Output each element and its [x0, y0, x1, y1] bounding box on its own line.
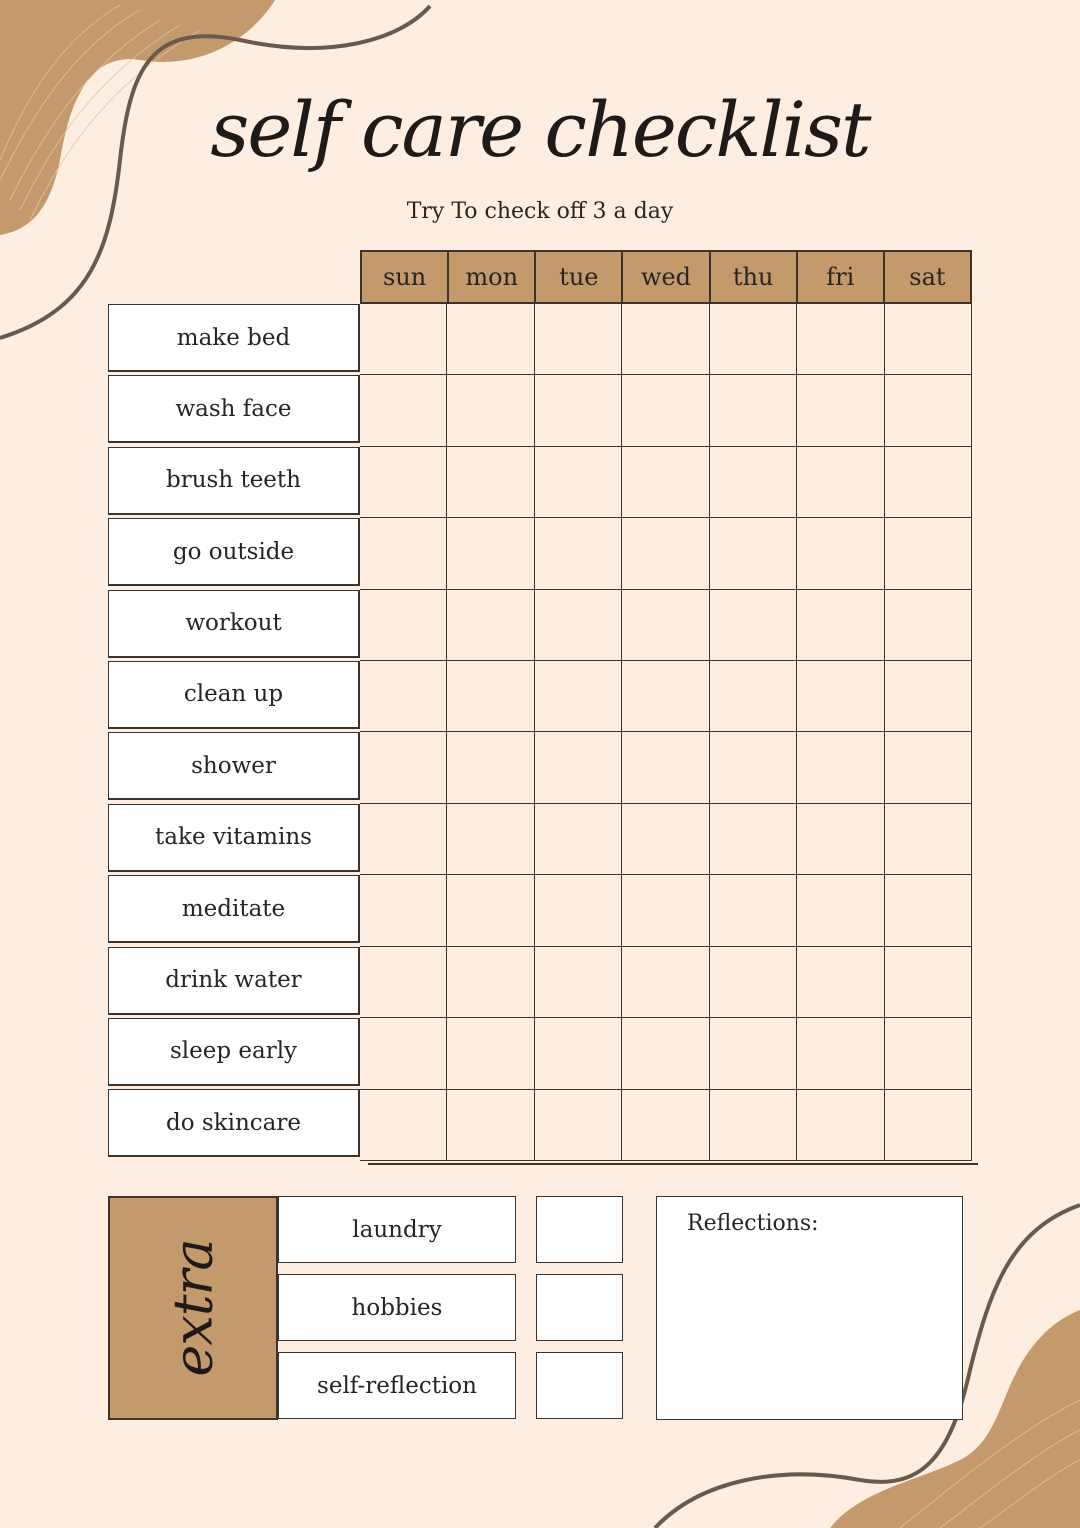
- check-cell-thu[interactable]: [710, 590, 797, 661]
- check-cell-sun[interactable]: [360, 590, 447, 661]
- check-cell-sun[interactable]: [360, 1018, 447, 1089]
- task-label: clean up: [108, 661, 360, 729]
- check-cell-fri[interactable]: [797, 804, 884, 875]
- check-cell-wed[interactable]: [622, 590, 709, 661]
- check-cell-thu[interactable]: [710, 304, 797, 375]
- check-cell-tue[interactable]: [535, 732, 622, 803]
- check-cell-fri[interactable]: [797, 875, 884, 946]
- check-cell-sun[interactable]: [360, 518, 447, 589]
- check-cell-mon[interactable]: [447, 447, 534, 518]
- check-cell-tue[interactable]: [535, 804, 622, 875]
- check-cell-tue[interactable]: [535, 375, 622, 446]
- check-cell-wed[interactable]: [622, 447, 709, 518]
- check-cell-thu[interactable]: [710, 947, 797, 1018]
- check-cell-thu[interactable]: [710, 447, 797, 518]
- check-cell-thu[interactable]: [710, 375, 797, 446]
- check-cell-thu[interactable]: [710, 661, 797, 732]
- check-cell-mon[interactable]: [447, 518, 534, 589]
- check-cell-sat[interactable]: [885, 1018, 972, 1089]
- check-cell-thu[interactable]: [710, 1018, 797, 1089]
- check-cell-fri[interactable]: [797, 661, 884, 732]
- check-cell-sat[interactable]: [885, 947, 972, 1018]
- check-cell-sat[interactable]: [885, 375, 972, 446]
- check-cell-wed[interactable]: [622, 732, 709, 803]
- check-cell-sun[interactable]: [360, 304, 447, 375]
- page-subtitle: Try To check off 3 a day: [406, 199, 674, 224]
- day-header-thu: thu: [711, 252, 798, 302]
- task-label: drink water: [108, 947, 360, 1015]
- check-cell-wed[interactable]: [622, 1018, 709, 1089]
- task-label: brush teeth: [108, 447, 360, 515]
- check-cell-sun[interactable]: [360, 375, 447, 446]
- check-cell-mon[interactable]: [447, 661, 534, 732]
- extra-item-label: hobbies: [278, 1274, 516, 1341]
- day-header-wed: wed: [623, 252, 710, 302]
- check-cell-sun[interactable]: [360, 661, 447, 732]
- check-cell-sun[interactable]: [360, 1090, 447, 1161]
- task-label: sleep early: [108, 1018, 360, 1086]
- day-header-fri: fri: [798, 252, 885, 302]
- check-cell-sun[interactable]: [360, 804, 447, 875]
- check-cell-sat[interactable]: [885, 661, 972, 732]
- check-cell-tue[interactable]: [535, 661, 622, 732]
- check-cell-fri[interactable]: [797, 375, 884, 446]
- check-cell-wed[interactable]: [622, 1090, 709, 1161]
- check-cell-wed[interactable]: [622, 375, 709, 446]
- check-cell-tue[interactable]: [535, 1090, 622, 1161]
- check-cell-thu[interactable]: [710, 875, 797, 946]
- day-header-row: [360, 250, 972, 304]
- check-cell-wed[interactable]: [622, 518, 709, 589]
- check-cell-mon[interactable]: [447, 375, 534, 446]
- check-cell-fri[interactable]: [797, 732, 884, 803]
- check-cell-mon[interactable]: [447, 1090, 534, 1161]
- task-label: shower: [108, 732, 360, 800]
- check-cell-tue[interactable]: [535, 447, 622, 518]
- day-header-mon: mon: [449, 252, 536, 302]
- check-cell-wed[interactable]: [622, 804, 709, 875]
- check-cell-sat[interactable]: [885, 732, 972, 803]
- task-label: meditate: [108, 875, 360, 943]
- check-cell-sat[interactable]: [885, 518, 972, 589]
- check-cell-thu[interactable]: [710, 732, 797, 803]
- check-cell-tue[interactable]: [535, 590, 622, 661]
- day-header-sat: sat: [885, 252, 970, 302]
- task-label: workout: [108, 590, 360, 658]
- check-cell-fri[interactable]: [797, 590, 884, 661]
- extra-item-label: self-reflection: [278, 1352, 516, 1419]
- task-label: go outside: [108, 518, 360, 586]
- check-cell-thu[interactable]: [710, 518, 797, 589]
- check-cell-sat[interactable]: [885, 1090, 972, 1161]
- page-title: self care checklist: [210, 85, 870, 174]
- check-cell-tue[interactable]: [535, 875, 622, 946]
- check-cell-sat[interactable]: [885, 875, 972, 946]
- checkbox-grid: [360, 304, 972, 1161]
- check-cell-tue[interactable]: [535, 947, 622, 1018]
- check-cell-fri[interactable]: [797, 1090, 884, 1161]
- check-cell-fri[interactable]: [797, 447, 884, 518]
- day-header-tue: tue: [536, 252, 623, 302]
- task-label: take vitamins: [108, 804, 360, 872]
- check-cell-fri[interactable]: [797, 947, 884, 1018]
- check-cell-sun[interactable]: [360, 875, 447, 946]
- grid-bottom-divider: [368, 1163, 978, 1165]
- check-cell-wed[interactable]: [622, 661, 709, 732]
- reflections-box[interactable]: [656, 1196, 963, 1420]
- check-cell-tue[interactable]: [535, 1018, 622, 1089]
- check-cell-mon[interactable]: [447, 590, 534, 661]
- task-label: make bed: [108, 304, 360, 372]
- check-cell-fri[interactable]: [797, 304, 884, 375]
- check-cell-wed[interactable]: [622, 875, 709, 946]
- extra-item-checkbox[interactable]: [536, 1352, 623, 1419]
- extra-item-checkbox[interactable]: [536, 1196, 623, 1263]
- check-cell-sat[interactable]: [885, 447, 972, 518]
- check-cell-mon[interactable]: [447, 804, 534, 875]
- task-list: [108, 304, 360, 1161]
- check-cell-sun[interactable]: [360, 447, 447, 518]
- task-label: do skincare: [108, 1089, 360, 1157]
- reflections-label: Reflections:: [687, 1211, 819, 1236]
- check-cell-thu[interactable]: [710, 804, 797, 875]
- check-cell-sat[interactable]: [885, 304, 972, 375]
- day-header-sun: sun: [362, 252, 449, 302]
- check-cell-tue[interactable]: [535, 304, 622, 375]
- check-cell-mon[interactable]: [447, 732, 534, 803]
- check-cell-mon[interactable]: [447, 1018, 534, 1089]
- check-cell-fri[interactable]: [797, 518, 884, 589]
- check-cell-sun[interactable]: [360, 947, 447, 1018]
- extra-heading-block: [108, 1196, 278, 1420]
- check-cell-sun[interactable]: [360, 732, 447, 803]
- check-cell-mon[interactable]: [447, 875, 534, 946]
- check-cell-mon[interactable]: [447, 304, 534, 375]
- check-cell-mon[interactable]: [447, 947, 534, 1018]
- check-cell-sat[interactable]: [885, 590, 972, 661]
- check-cell-wed[interactable]: [622, 947, 709, 1018]
- check-cell-thu[interactable]: [710, 1090, 797, 1161]
- check-cell-sat[interactable]: [885, 804, 972, 875]
- task-label: wash face: [108, 375, 360, 443]
- check-cell-wed[interactable]: [622, 304, 709, 375]
- check-cell-fri[interactable]: [797, 1018, 884, 1089]
- check-cell-tue[interactable]: [535, 518, 622, 589]
- extra-heading: extra: [161, 1239, 225, 1377]
- extra-item-label: laundry: [278, 1196, 516, 1263]
- extra-item-checkbox[interactable]: [536, 1274, 623, 1341]
